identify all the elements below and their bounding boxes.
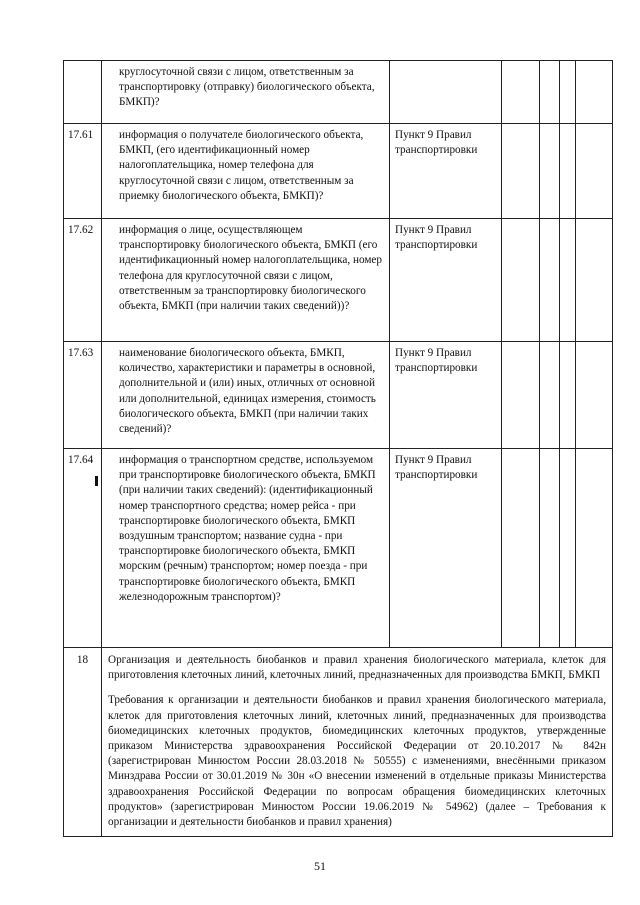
answer-cell bbox=[576, 449, 613, 648]
row-reference: Пункт 9 Правил транспортировки bbox=[390, 449, 502, 648]
table-row bbox=[64, 342, 613, 449]
answer-cell bbox=[540, 449, 560, 648]
answer-cell bbox=[502, 449, 540, 648]
answer-cell bbox=[560, 124, 576, 219]
answer-cell bbox=[502, 124, 540, 219]
answer-cell bbox=[540, 342, 560, 449]
row-reference: Пункт 9 Правил транспортировки bbox=[390, 219, 502, 342]
table-row bbox=[64, 449, 613, 648]
answer-cell bbox=[540, 124, 560, 219]
answer-cell bbox=[540, 219, 560, 342]
row-question: информация о транспортном средстве, используемом при транспортировке биологического объекта, БМКП (при наличии таких сведений): (идентификационный номер транспортного средства; номер рейса - при транспортировке биологического объекта, БМКП воздушным транспортом; название судна - при транспортировке биологического объекта, БМКП морским (речным) транспортом; номер поезда - при транспортировке биологического объекта, БМКП железнодорожным транспортом)? bbox=[102, 449, 390, 648]
row-number: 17.64 bbox=[64, 449, 102, 648]
row-number: 17.62 bbox=[64, 219, 102, 342]
answer-cell bbox=[576, 124, 613, 219]
section-title: Организация и деятельность биобанков и правил хранения биологического материала, клеток для приготовления клеточных линий, клеточных линий, предназначенных для производства БМКП, БМКП bbox=[108, 654, 606, 682]
row-reference: Пункт 9 Правил транспортировки bbox=[390, 342, 502, 449]
row-number: 17.61 bbox=[64, 124, 102, 219]
table-row bbox=[64, 61, 613, 124]
answer-cell bbox=[560, 61, 576, 124]
table-row bbox=[64, 124, 613, 219]
answer-cell bbox=[576, 219, 613, 342]
row-question: круглосуточной связи с лицом, ответственным за транспортировку (отправку) биологического объекта, БМКП)? bbox=[102, 61, 390, 124]
row-number: 17.63 bbox=[64, 342, 102, 449]
row-reference bbox=[390, 61, 502, 124]
row-reference: Пункт 9 Правил транспортировки bbox=[390, 124, 502, 219]
row-question: наименование биологического объекта, БМКП, количество, характеристики и параметры в основной, дополнительной и (или) иных, отличных от основной или дополнительной, единицах измерения, стоимость биологического объекта, БМКП (при наличии таких сведений)? bbox=[102, 342, 390, 449]
page-number: 51 bbox=[314, 859, 326, 873]
answer-cell bbox=[502, 219, 540, 342]
section-content bbox=[102, 648, 613, 837]
section-requirements-text: Требования к организации и деятельности биобанков и правил хранения биологического материала, клеток для приготовления клеточных линий, клеточных линий, предназначенных для производства биомедицинских клеточных продуктов, биомедицинских клеточных продуктов, утвержденные приказом Министерства здравоохранения Российской Федерации от 20.10.2017 № 842н (зарегистрирован Минюстом России 28.03.2018 № 50555) с изменениями, внесёнными приказом Минздрава России от 30.01.2019 № 30н «О внесении изменений в отдельные приказы Министерства здравоохранения Российской Федерации по вопросам обращения биомедицинских клеточных продуктов» (зарегистрирован Минюстом России 19.06.2019 № 54962) (далее – Требования к организации и деятельности биобанков и правил хранения) bbox=[108, 694, 606, 829]
row-number bbox=[64, 61, 102, 124]
answer-cell bbox=[560, 342, 576, 449]
answer-cell bbox=[560, 449, 576, 648]
answer-cell bbox=[576, 61, 613, 124]
checklist-table bbox=[63, 60, 613, 837]
margin-mark bbox=[95, 476, 98, 486]
table-row bbox=[64, 219, 613, 342]
row-question: информация о лице, осуществляющем транспортировку биологического объекта, БМКП (его идентификационный номер налогоплательщика, номер телефона для круглосуточной связи с лицом, ответственным за транспортировку биологического объекта, БМКП (при наличии таких сведений))? bbox=[102, 219, 390, 342]
answer-cell bbox=[540, 61, 560, 124]
answer-cell bbox=[502, 342, 540, 449]
section-row bbox=[64, 648, 613, 837]
answer-cell bbox=[576, 342, 613, 449]
section-number: 18 bbox=[64, 648, 102, 837]
answer-cell bbox=[502, 61, 540, 124]
answer-cell bbox=[560, 219, 576, 342]
row-question: информация о получателе биологического объекта, БМКП, (его идентификационный номер налогоплательщика, номер телефона для круглосуточной связи с лицом, ответственным за приемку биологического объекта, БМКП)? bbox=[102, 124, 390, 219]
